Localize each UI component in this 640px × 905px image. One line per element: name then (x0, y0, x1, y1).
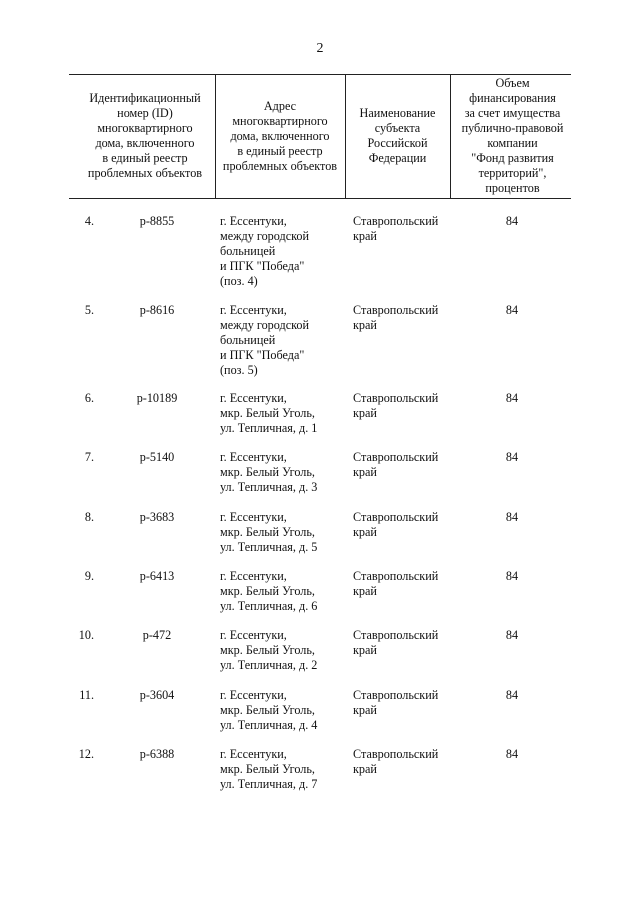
financing-percent: 84 (505, 214, 519, 228)
row-number: 9. (84, 569, 94, 583)
region-name: Ставропольский край (353, 688, 439, 717)
region-name: Ставропольский край (353, 747, 439, 776)
object-address: г. Ессентуки, мкр. Белый Уголь, ул. Тепличная, д. 1 (220, 391, 318, 435)
region-name: Ставропольский край (353, 450, 439, 479)
page-number: 2 (316, 41, 324, 56)
object-address: г. Ессентуки, мкр. Белый Уголь, ул. Тепличная, д. 3 (220, 450, 318, 494)
header-id: Идентификационный номер (ID) многоквартирного дома, включенного в единый реестр проблемных объектов (87, 91, 203, 180)
object-address: г. Ессентуки, мкр. Белый Уголь, ул. Тепличная, д. 4 (220, 688, 318, 732)
object-address: г. Ессентуки, мкр. Белый Уголь, ул. Тепличная, д. 5 (220, 510, 318, 554)
header-bottom-border (69, 198, 571, 199)
region-name: Ставропольский край (353, 569, 439, 598)
object-id: р-8855 (139, 214, 175, 228)
object-address: г. Ессентуки, мкр. Белый Уголь, ул. Тепличная, д. 2 (220, 628, 318, 672)
header-address: Адрес многоквартирного дома, включенного в единый реестр проблемных объектов (222, 98, 338, 173)
object-id: р-10189 (136, 391, 178, 405)
object-address: г. Ессентуки, между городской больницей и ПГК "Победа" (поз. 4) (220, 214, 310, 288)
financing-percent: 84 (505, 747, 519, 761)
object-address: г. Ессентуки, мкр. Белый Уголь, ул. Тепличная, д. 6 (220, 569, 318, 613)
object-id: р-6413 (139, 569, 175, 583)
row-number: 10. (78, 628, 94, 642)
region-name: Ставропольский край (353, 628, 439, 657)
financing-percent: 84 (505, 569, 519, 583)
region-name: Ставропольский край (353, 391, 439, 420)
object-id: р-8616 (139, 303, 175, 317)
row-number: 7. (84, 450, 94, 464)
region-name: Ставропольский край (353, 214, 439, 243)
row-number: 11. (79, 688, 94, 702)
row-number: 8. (84, 510, 94, 524)
region-name: Ставропольский край (353, 510, 439, 539)
table-top-border (69, 74, 571, 75)
object-id: р-3604 (139, 688, 175, 702)
financing-percent: 84 (505, 628, 519, 642)
financing-percent: 84 (505, 303, 519, 317)
financing-percent: 84 (505, 450, 519, 464)
row-number: 12. (78, 747, 94, 761)
header-financing-percent: Объем финансирования за счет имущества публично-правовой компании "Фонд развития территорий", процентов (461, 76, 564, 195)
object-id: р-6388 (139, 747, 175, 761)
object-id: р-5140 (139, 450, 175, 464)
financing-percent: 84 (505, 510, 519, 524)
object-address: г. Ессентуки, между городской больницей и ПГК "Победа" (поз. 5) (220, 303, 310, 377)
row-number: 6. (84, 391, 94, 405)
object-address: г. Ессентуки, мкр. Белый Уголь, ул. Тепличная, д. 7 (220, 747, 318, 791)
row-number: 5. (84, 303, 94, 317)
row-number: 4. (84, 214, 94, 228)
region-name: Ставропольский край (353, 303, 439, 332)
financing-percent: 84 (505, 688, 519, 702)
financing-percent: 84 (505, 391, 519, 405)
header-region: Наименование субъекта Российской Федерации (359, 106, 436, 165)
object-id: р-3683 (139, 510, 175, 524)
object-id: р-472 (142, 628, 172, 642)
